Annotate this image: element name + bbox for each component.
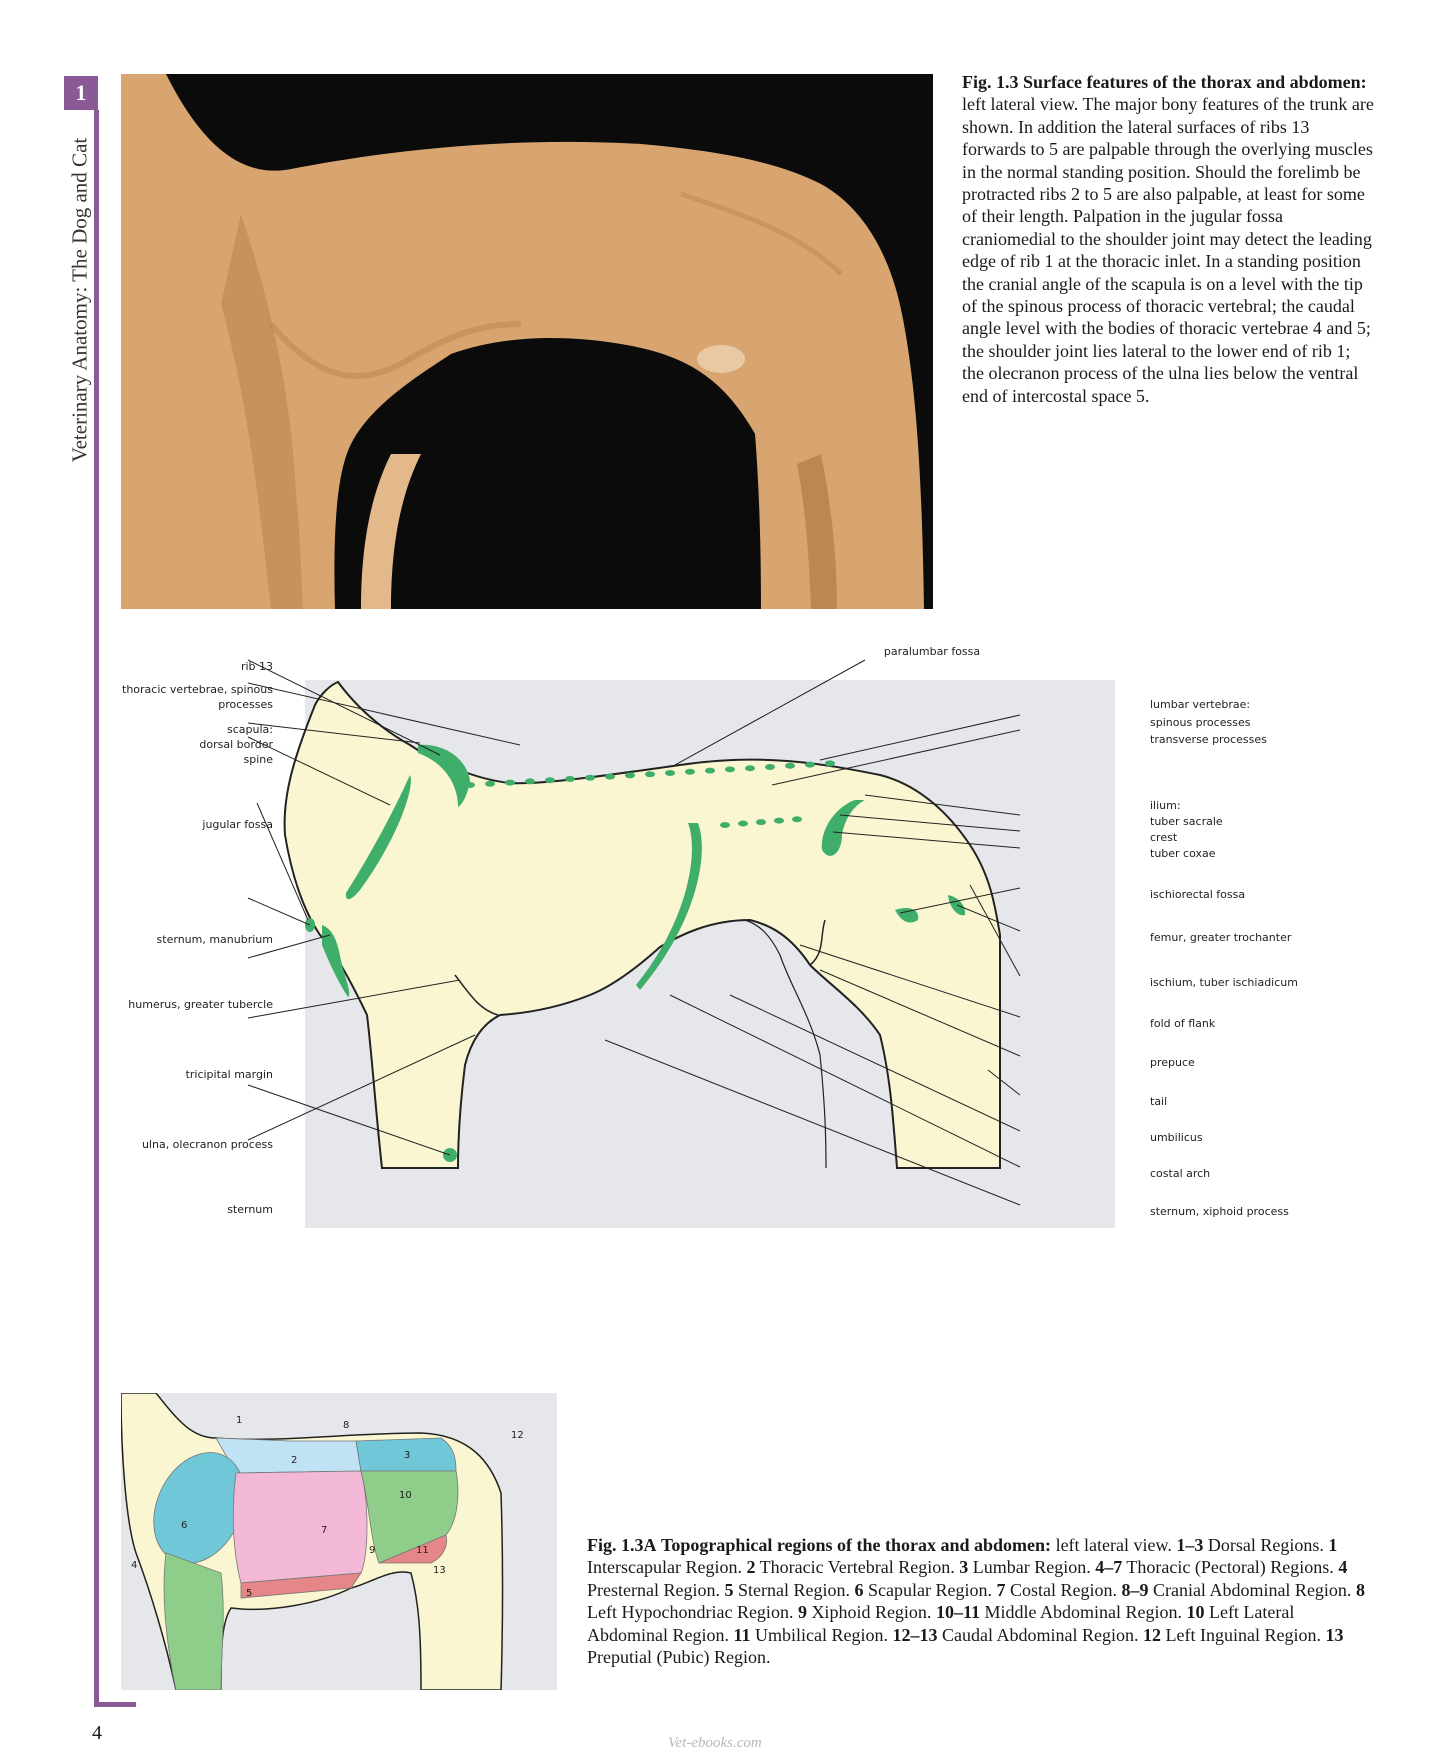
region-number-6: 6: [181, 1520, 188, 1531]
label-fold-of-flank: fold of flank: [1150, 1017, 1216, 1030]
vertebra-dot: [805, 762, 815, 768]
label-tuber-sacrale: tuber sacrale: [1150, 815, 1223, 828]
region-number-10: 10: [399, 1490, 412, 1501]
region-ref-number: 4: [1338, 1557, 1348, 1578]
vertebra-dot: [605, 774, 615, 780]
caption-text: Scapular Region.: [863, 1579, 997, 1600]
vertebra-dot: [825, 760, 835, 766]
vertebra-dot: [745, 765, 755, 771]
figure-caption-body: left lateral view. The major bony features of the trunk are shown. In addition the lateral surfaces of ribs 13 forwards to 5 are palpable through the overlying muscles in the normal standing position. Should the forelimb be protracted ribs 2 to 5 are also palpable, at least for some of their length. Palpation in the jugular fossa craniomedial to the shoulder joint may detect the leading edge of rib 1 at the thoracic inlet. In a standing position the cranial angle of the scapula is on a level with the tip of the spinous process of thoracic vertebral; the caudal angle level with the bodies of thoracic vertebrae 4 and 5; the shoulder joint lies lateral to the lower end of rib 1; the olecranon process of the ulna lies below the ventral end of intercostal space 5.: [962, 94, 1374, 406]
caption-text: Preputial (Pubic) Region.: [587, 1647, 771, 1668]
surface-features-diagram: [120, 635, 1300, 1235]
vertebra-dot: [738, 821, 748, 827]
figure-label: Fig. 1.3: [962, 72, 1019, 92]
label-transverse-processes: transverse processes: [1150, 733, 1267, 746]
caption-text: left lateral view.: [1051, 1535, 1177, 1555]
caption-text: Xiphoid Region.: [806, 1602, 936, 1623]
label-crest: crest: [1150, 831, 1178, 844]
region-ref-number: 6: [854, 1579, 864, 1600]
caption-text: Costal Region.: [1005, 1579, 1122, 1600]
region-ref-number: 1: [1328, 1535, 1338, 1555]
region-ref-number: 4–7: [1095, 1557, 1123, 1578]
label-ulna-olecranon: ulna, olecranon process: [141, 1138, 273, 1151]
caption-text: Umbilical Region.: [750, 1624, 893, 1645]
region-ref-number: 9: [797, 1602, 807, 1623]
figure-1-3-caption: [962, 71, 1376, 407]
region-number-4: 4: [131, 1560, 138, 1571]
region-number-12: 12: [511, 1430, 524, 1441]
caption-text: Sternal Region.: [733, 1579, 855, 1600]
label-femur-greater-trochanter: femur, greater trochanter: [1150, 931, 1292, 944]
region-ref-number: 8: [1355, 1579, 1365, 1600]
region-ref-number: 7: [996, 1579, 1006, 1600]
figure-title: Surface features of the thorax and abdomen:: [1023, 72, 1367, 92]
label-ischiorectal-fossa: ischiorectal fossa: [1150, 888, 1246, 901]
label-humerus: humerus, greater tubercle: [128, 998, 273, 1011]
caption-text: Thoracic (Pectoral) Regions.: [1122, 1557, 1339, 1578]
region-number-8: 8: [343, 1420, 350, 1431]
figure-a-label: Fig. 1.3A: [587, 1535, 657, 1555]
running-head: Veterinary Anatomy: The Dog and Cat: [67, 137, 92, 463]
chapter-tab: 1: [64, 76, 98, 110]
region-ref-number: 11: [733, 1624, 751, 1645]
caption-text: Caudal Abdominal Region.: [937, 1624, 1143, 1645]
vertebra-dot: [485, 781, 495, 787]
vertebra-dot: [774, 818, 784, 824]
vertebra-dot: [545, 777, 555, 783]
region-number-7: 7: [321, 1525, 328, 1536]
vertebra-dot: [785, 763, 795, 769]
vertebra-dot: [725, 766, 735, 772]
page-number: 4: [92, 1722, 102, 1744]
label-spinous-processes: spinous processes: [1150, 716, 1251, 729]
label-sternum: sternum: [227, 1203, 273, 1216]
figure-1-3a-caption: [587, 1534, 1367, 1668]
caption-text: Lumbar Region.: [968, 1557, 1096, 1578]
label-paralumbar-fossa: paralumbar fossa: [883, 645, 981, 658]
region-ref-number: 1–3: [1176, 1535, 1204, 1555]
topographical-regions-figure: [121, 1393, 557, 1690]
region-number-11: 11: [416, 1545, 429, 1556]
caption-text: Presternal Region.: [587, 1579, 725, 1600]
side-rule-foot: [94, 1702, 136, 1707]
label-ischium-tuber: ischium, tuber ischiadicum: [1150, 976, 1298, 989]
side-rule: [94, 110, 99, 1707]
label-costal-arch: costal arch: [1150, 1167, 1211, 1180]
caption-text: Interscapular Region.: [587, 1557, 747, 1578]
region-ref-number: 10: [1186, 1602, 1205, 1623]
vertebra-dot: [525, 778, 535, 784]
label-tail: tail: [1150, 1095, 1168, 1108]
caption-text: Dorsal Regions.: [1203, 1535, 1329, 1555]
label-thoracic-vertebrae: thoracic vertebrae, spinous: [122, 683, 273, 696]
vertebra-dot: [720, 822, 730, 828]
vertebra-dot: [705, 768, 715, 774]
vertebra-dot: [765, 764, 775, 770]
region-number-2: 2: [291, 1455, 298, 1466]
region-ref-number: 10–11: [935, 1602, 980, 1623]
label-rib-13: rib 13: [240, 660, 273, 673]
region-ref-number: 8–9: [1121, 1579, 1149, 1600]
label-sternum-manubrium: sternum, manubrium: [156, 933, 273, 946]
caption-text: Middle Abdominal Region.: [979, 1602, 1187, 1623]
region-number-9: 9: [369, 1545, 376, 1556]
region-ref-number: 2: [746, 1557, 756, 1578]
vertebra-dot: [565, 776, 575, 782]
caption-text: Thoracic Vertebral Region.: [755, 1557, 960, 1578]
region-number-3: 3: [404, 1450, 411, 1461]
label-lumbar-vertebrae: lumbar vertebrae:: [1150, 698, 1251, 711]
region-ref-number: 13: [1325, 1624, 1344, 1645]
vertebra-dot: [685, 769, 695, 775]
label-dorsal-border: dorsal border: [199, 738, 273, 751]
caption-text: Left Inguinal Region.: [1160, 1624, 1326, 1645]
figure-a-title: Topographical regions of the thorax and abdomen:: [661, 1535, 1052, 1555]
vertebra-dot: [585, 775, 595, 781]
region-ref-number: 5: [724, 1579, 734, 1600]
region-ref-number: 3: [959, 1557, 969, 1578]
vertebra-dot: [792, 816, 802, 822]
label-prepuce: prepuce: [1150, 1056, 1195, 1069]
caption-text: Cranial Abdominal Region.: [1148, 1579, 1356, 1600]
label-scapula: scapula:: [227, 723, 273, 736]
label-tricipital-margin: tricipital margin: [185, 1068, 273, 1081]
region-number-1: 1: [236, 1415, 243, 1426]
vertebra-dot: [625, 772, 635, 778]
label-tuber-coxae: tuber coxae: [1150, 847, 1216, 860]
region-number-13: 13: [433, 1565, 446, 1576]
vertebra-dot: [465, 782, 475, 788]
label-spine: spine: [243, 753, 273, 766]
region-ref-number: 12: [1142, 1624, 1161, 1645]
region-1-leg: [164, 1553, 223, 1690]
figure-1-3-photo: [121, 74, 933, 609]
caption-text: Left Lateral Abdominal Region.: [587, 1602, 1295, 1645]
region-number-5: 5: [246, 1588, 253, 1599]
label-jugular-fossa: jugular fossa: [202, 818, 273, 831]
label-umbilicus: umbilicus: [1150, 1131, 1203, 1144]
label-processes: processes: [218, 698, 273, 711]
label-sternum-xiphoid: sternum, xiphoid process: [1150, 1205, 1289, 1218]
vertebra-dot: [505, 780, 515, 786]
watermark: Vet-ebooks.com: [668, 1735, 762, 1751]
region-ref-number: 12–13: [892, 1624, 938, 1645]
vertebra-dot: [756, 819, 766, 825]
label-ilium: ilium:: [1150, 799, 1181, 812]
vertebra-dot: [665, 770, 675, 776]
caption-text: Left Hypochondriac Region.: [587, 1602, 798, 1623]
region-7: [233, 1471, 367, 1583]
vertebra-dot: [645, 771, 655, 777]
